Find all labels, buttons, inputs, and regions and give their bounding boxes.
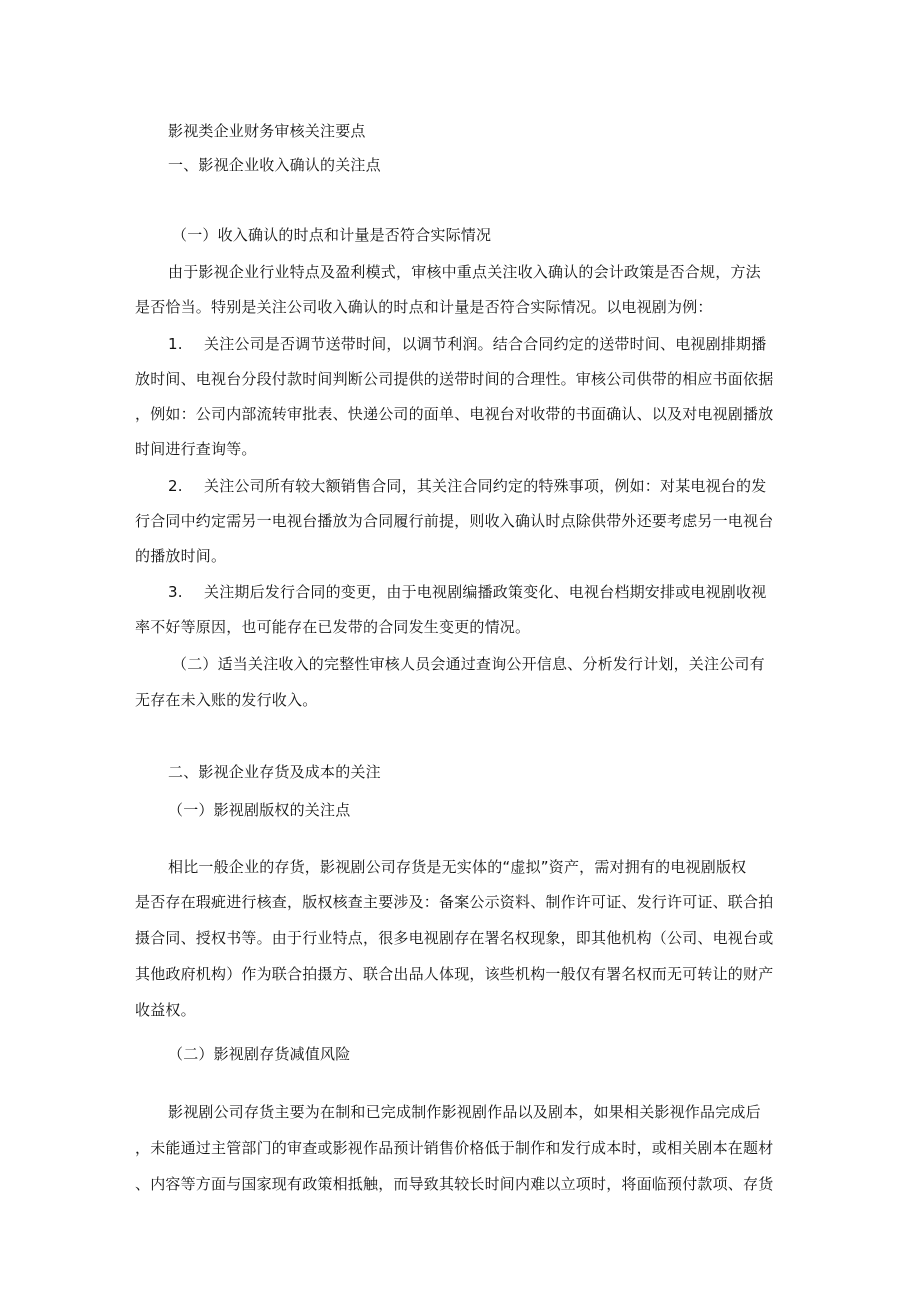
section1-intro-line-2: 是否恰当。特别是关注公司收入确认的时点和计量是否符合实际情况。以电视剧为例： <box>135 298 713 316</box>
item1-line-4: 时间进行查询等。 <box>135 440 257 458</box>
section2-sub1-line-3: 摄合同、授权书等。由于行业特点，很多电视剧存在署名权现象，即其他机构（公司、电视台或 <box>135 929 774 947</box>
item2-line-3: 的播放时间。 <box>135 547 227 565</box>
item2-line-1: 关注公司所有较大额销售合同，其关注合同约定的特殊事项，例如：对某电视台的发 <box>204 477 767 495</box>
item3-number: 3. <box>168 583 183 601</box>
section2-sub1-line-4: 其他政府机构）作为联合拍摄方、联合出品人体现，该些机构一般仅有署名权而无可转让的财产 <box>135 965 774 983</box>
section1-heading: 一、影视企业收入确认的关注点 <box>168 156 381 174</box>
item3-line-1: 关注期后发行合同的变更，由于电视剧编播政策变化、电视台档期安排或电视剧收视 <box>204 583 767 601</box>
item1-line-2: 放时间、电视台分段付款时间判断公司提供的送带时间的合理性。审核公司供带的相应书面依据 <box>135 370 774 388</box>
document-title: 影视类企业财务审核关注要点 <box>168 122 366 140</box>
section2-sub2-line-2: ，未能通过主管部门的审查或影视作品预计销售价格低于制作和发行成本时，或相关剧本在题材 <box>135 1139 774 1157</box>
item3-line-2: 率不好等原因，也可能存在已发带的合同发生变更的情况。 <box>135 618 531 636</box>
section2-sub2-heading: （二）影视剧存货减值风险 <box>168 1045 351 1063</box>
section1-sub2-line-2: 无存在未入账的发行收入。 <box>135 691 318 709</box>
item1-line-1: 关注公司是否调节送带时间，以调节利润。结合合同约定的送带时间、电视剧排期播 <box>204 335 767 353</box>
section2-sub2-line-3: 、内容等方面与国家现有政策相抵触，而导致其较长时间内难以立项时，将面临预付款项、存货 <box>135 1175 774 1193</box>
section1-intro-line-1: 由于影视企业行业特点及盈利模式，审核中重点关注收入确认的会计政策是否合规，方法 <box>168 263 761 281</box>
section2-sub1-heading: （一）影视剧版权的关注点 <box>168 801 351 819</box>
section2-sub1-line-5: 收益权。 <box>135 1001 196 1019</box>
section2-sub2-line-1: 影视剧公司存货主要为在制和已完成制作影视剧作品以及剧本，如果相关影视作品完成后 <box>168 1103 761 1121</box>
item1-line-3: ，例如：公司内部流转审批表、快递公司的面单、电视台对收带的书面确认、以及对电视剧播放 <box>135 405 774 423</box>
section1-sub1-heading: （一）收入确认的时点和计量是否符合实际情况 <box>172 226 492 244</box>
item2-line-2: 行合同中约定需另一电视台播放为合同履行前提，则收入确认时点除供带外还要考虑另一电视台 <box>135 512 774 530</box>
section1-sub2-line-1: （二）适当关注收入的完整性审核人员会通过查询公开信息、分析发行计划，关注公司有 <box>172 655 765 673</box>
section2-heading: 二、影视企业存货及成本的关注 <box>168 763 381 781</box>
section2-sub1-line-1: 相比一般企业的存货，影视剧公司存货是无实体的“虚拟”资产，需对拥有的电视剧版权 <box>168 858 747 876</box>
item1-number: 1. <box>168 335 183 353</box>
section2-sub1-line-2: 是否存在瑕疵进行核查，版权核查主要涉及：备案公示资料、制作许可证、发行许可证、联合拍 <box>135 893 774 911</box>
item2-number: 2. <box>168 477 183 495</box>
